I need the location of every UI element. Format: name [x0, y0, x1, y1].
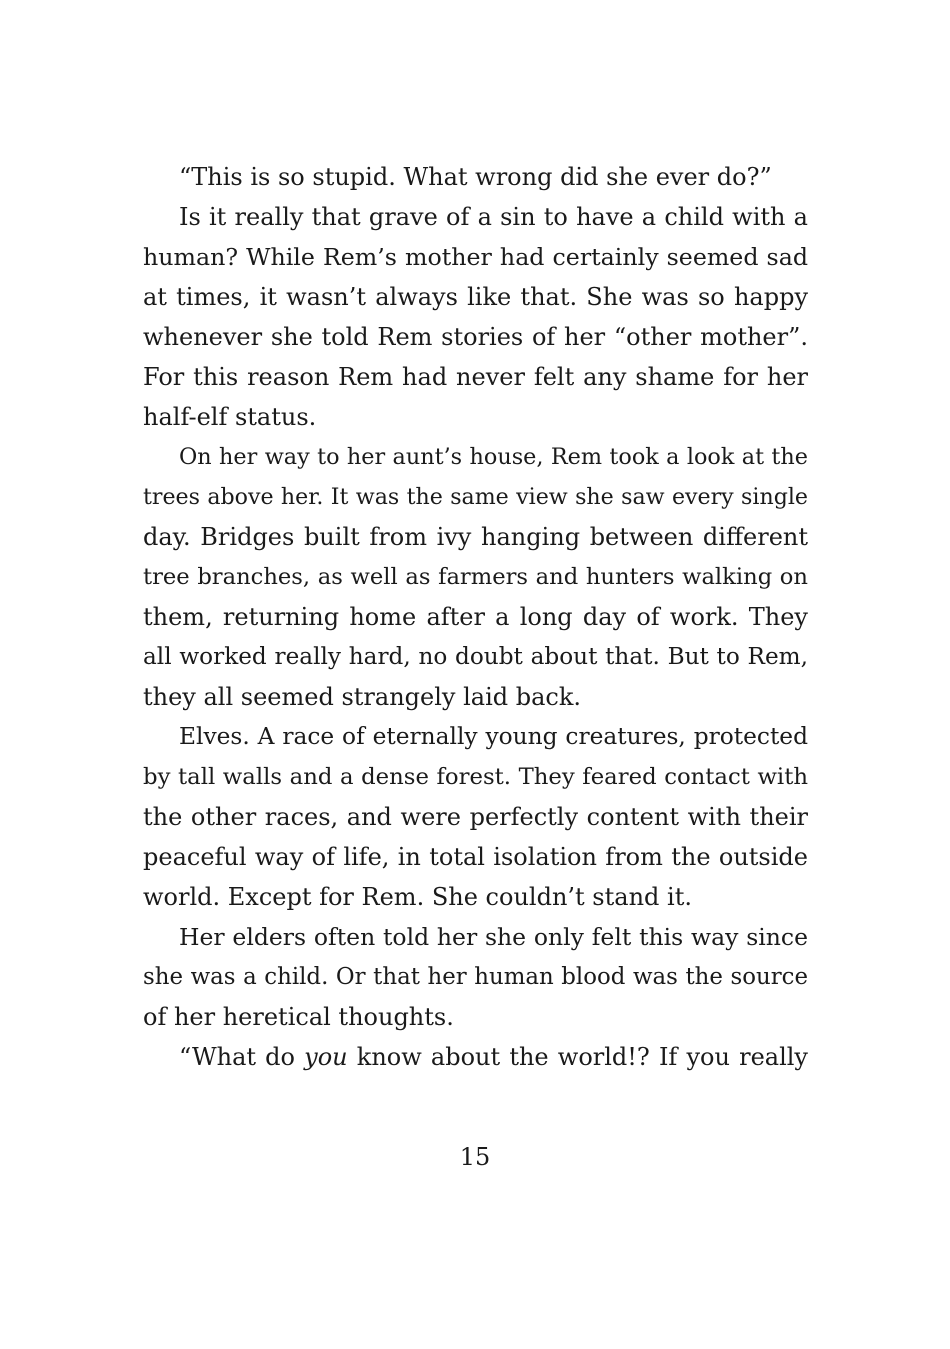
text-line: tree branches, as well as farmers and hunters walking on: [143, 564, 808, 590]
text-line: them, returning home after a long day of work. They: [143, 603, 808, 631]
text-line: half-elf status.: [143, 403, 317, 431]
text-line: human? While Rem’s mother had certainly seemed sad: [143, 243, 808, 271]
text-line: she was a child. Or that her human blood was the source: [143, 964, 808, 990]
text-line: day. Bridges built from ivy hanging between different: [143, 523, 808, 551]
text-line: For this reason Rem had never felt any shame for her: [143, 363, 808, 391]
text-line: On her way to her aunt’s house, Rem took a look at the: [179, 444, 808, 470]
final-line-before: “What do: [179, 1043, 305, 1071]
text-line: at times, it wasn’t always like that. She was so happy: [143, 283, 808, 311]
text-line: by tall walls and a dense forest. They feared contact with: [143, 764, 808, 790]
text-line: trees above her. It was the same view she saw every single: [143, 484, 808, 510]
text-line: Elves. A race of eternally young creatures, protected: [179, 723, 808, 750]
text-line: peaceful way of life, in total isolation from the outside: [143, 843, 808, 871]
text-line: world. Except for Rem. She couldn’t stand it.: [143, 883, 692, 911]
text-line: of her heretical thoughts.: [143, 1003, 454, 1031]
text-line: Her elders often told her she only felt this way since: [179, 923, 808, 951]
text-line: “This is so stupid. What wrong did she ever do?”: [179, 163, 772, 191]
text-line: Is it really that grave of a sin to have a child with a: [179, 203, 808, 231]
body-text: [143, 157, 808, 1077]
text-line: they all seemed strangely laid back.: [143, 683, 582, 711]
final-line-after: know about the world!? If you really: [347, 1043, 808, 1071]
page-number: 15: [459, 1143, 491, 1171]
text-line: whenever she told Rem stories of her “other mother”.: [143, 323, 808, 351]
text-line-final: [143, 1037, 808, 1077]
emphasis-text: you: [304, 1043, 348, 1071]
text-line: the other races, and were perfectly content with their: [143, 803, 808, 831]
text-line: all worked really hard, no doubt about that. But to Rem,: [143, 643, 808, 670]
